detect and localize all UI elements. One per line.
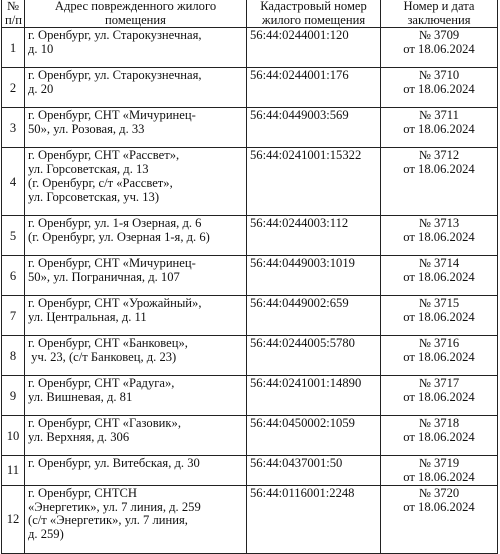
header-cadastral [247, 0, 381, 28]
header-cadastral-line: Кадастровый номер [260, 0, 367, 13]
address-line: 50», ул. Розовая, д. 33 [28, 122, 145, 137]
cadastral-number-cell: 56:44:0449002:659 [247, 296, 381, 336]
address-line: г. Оренбург, СНТ «Мичуринец- [28, 108, 196, 123]
address-cell [25, 256, 247, 296]
conclusion-cell [381, 296, 498, 336]
row-number: 9 [2, 376, 25, 416]
table-row [2, 108, 498, 148]
row-number: 12 [2, 485, 25, 553]
address-cell [25, 296, 247, 336]
cadastral-number-cell: 56:44:0241001:14890 [247, 376, 381, 416]
conclusion-date: от 18.06.2024 [403, 122, 475, 137]
conclusion-cell [381, 485, 498, 553]
conclusion-date: от 18.06.2024 [403, 162, 475, 177]
cadastral-number-cell: 56:44:0449003:569 [247, 108, 381, 148]
conclusion-number: № 3716 [418, 336, 460, 351]
address-cell [25, 336, 247, 376]
header-address [25, 0, 247, 28]
conclusion-date: от 18.06.2024 [403, 430, 475, 445]
header-num-line: п/п [5, 12, 22, 27]
address-cell [25, 376, 247, 416]
row-number: 4 [2, 148, 25, 216]
conclusion-number: № 3717 [418, 376, 460, 391]
conclusion-number: № 3709 [418, 28, 460, 43]
address-cell [25, 416, 247, 456]
address-line: уч. 23, (с/т Банковец, д. 23) [28, 350, 177, 365]
conclusion-cell [381, 336, 498, 376]
address-cell [25, 216, 247, 256]
row-number: 7 [2, 296, 25, 336]
address-line: г. Оренбург, ул. Старокузнечная, [28, 28, 202, 43]
header-address-line: помещения [105, 12, 166, 27]
conclusion-date: от 18.06.2024 [403, 390, 475, 405]
table-row [2, 416, 498, 456]
table-row [2, 256, 498, 296]
cadastral-number-cell: 56:44:0450002:1059 [247, 416, 381, 456]
header-conclusion-line: Номер и дата [403, 0, 475, 13]
conclusion-date: от 18.06.2024 [403, 350, 475, 365]
address-line: г. Оренбург, ул. Витебская, д. 30 [28, 456, 200, 471]
address-line: г. Оренбург, СНТ «Газовик», [28, 416, 181, 431]
table-row [2, 376, 498, 416]
conclusion-date: от 18.06.2024 [403, 270, 475, 285]
row-number: 1 [2, 28, 25, 68]
address-line: «Энергетик», ул. 7 линия, д. 259 [28, 499, 201, 514]
address-cell [25, 148, 247, 216]
cadastral-number-cell: 56:44:0437001:50 [247, 456, 381, 485]
conclusion-cell [381, 216, 498, 256]
address-line: г. Оренбург, СНТ «Радуга», [28, 376, 175, 391]
address-line: г. Оренбург, СНТ «Урожайный», [28, 296, 202, 311]
table-row [2, 296, 498, 336]
conclusion-number: № 3720 [418, 485, 460, 500]
cadastral-number-cell: 56:44:0449003:1019 [247, 256, 381, 296]
address-line: ул. Центральная, д. 11 [28, 310, 147, 325]
address-line: ул. Верхняя, д. 306 [28, 430, 130, 445]
conclusion-number: № 3713 [418, 216, 460, 231]
conclusion-cell [381, 376, 498, 416]
cadastral-number-cell: 56:44:0241001:15322 [247, 148, 381, 216]
table-row [2, 68, 498, 108]
damaged-housing-table [1, 0, 498, 554]
table-row [2, 456, 498, 485]
conclusion-date: от 18.06.2024 [403, 310, 475, 325]
header-num-line: № [6, 0, 20, 13]
conclusion-cell [381, 68, 498, 108]
cadastral-number-cell: 56:44:0244003:112 [247, 216, 381, 256]
address-line: г. Оренбург, ул. Старокузнечная, [28, 68, 202, 83]
table-row [2, 336, 498, 376]
conclusion-date: от 18.06.2024 [403, 42, 475, 57]
address-line: ул. Горсоветская, уч. 13) [28, 189, 160, 204]
conclusion-date: от 18.06.2024 [403, 499, 475, 514]
row-number: 2 [2, 68, 25, 108]
row-number: 10 [2, 416, 25, 456]
address-cell [25, 108, 247, 148]
cadastral-number-cell: 56:44:0244001:176 [247, 68, 381, 108]
address-line: д. 10 [28, 42, 54, 57]
address-line: г. Оренбург, СНТ «Банковец», [28, 336, 188, 351]
row-number: 8 [2, 336, 25, 376]
table-row [2, 148, 498, 216]
conclusion-cell [381, 148, 498, 216]
conclusion-number: № 3710 [418, 68, 460, 83]
address-line: (г. Оренбург, ул. Озерная 1-я, д. 6) [28, 230, 210, 245]
conclusion-date: от 18.06.2024 [403, 470, 475, 485]
row-number: 11 [2, 456, 25, 485]
header-row [2, 0, 498, 28]
conclusion-number: № 3715 [418, 296, 460, 311]
conclusion-number: № 3719 [418, 456, 460, 471]
conclusion-number: № 3711 [419, 108, 459, 123]
conclusion-cell [381, 28, 498, 68]
address-line: ул. Горсоветская, д. 13 [28, 162, 149, 177]
row-number: 6 [2, 256, 25, 296]
conclusion-cell [381, 456, 498, 485]
conclusion-cell [381, 108, 498, 148]
address-line: г. Оренбург, СНТ «Мичуринец- [28, 256, 196, 271]
address-cell [25, 485, 247, 553]
table-row [2, 28, 498, 68]
row-number: 3 [2, 108, 25, 148]
conclusion-cell [381, 256, 498, 296]
header-num [2, 0, 25, 28]
table-row [2, 216, 498, 256]
address-line: (г. Оренбург, с/т «Рассвет», [28, 175, 173, 190]
cadastral-number-cell: 56:44:0116001:2248 [247, 485, 381, 553]
address-line: д. 259) [28, 526, 64, 541]
address-cell [25, 28, 247, 68]
table-row [2, 485, 498, 553]
conclusion-date: от 18.06.2024 [403, 230, 475, 245]
header-conclusion-line: заключения [407, 12, 471, 27]
address-line: г. Оренбург, СНТ «Рассвет», [28, 148, 180, 163]
address-cell [25, 456, 247, 485]
address-line: д. 20 [28, 82, 54, 97]
address-line: г. Оренбург, СНТСН [28, 485, 138, 500]
address-line: г. Оренбург, ул. 1-я Озерная, д. 6 [28, 216, 202, 231]
header-conclusion [381, 0, 498, 28]
cadastral-number-cell: 56:44:0244001:120 [247, 28, 381, 68]
conclusion-number: № 3712 [418, 148, 460, 163]
conclusion-number: № 3714 [418, 256, 460, 271]
header-cadastral-line: жилого помещения [261, 12, 366, 27]
header-address-line: Адрес поврежденного жилого [54, 0, 217, 13]
conclusion-number: № 3718 [418, 416, 460, 431]
cadastral-number-cell: 56:44:0244005:5780 [247, 336, 381, 376]
address-line: 50», ул. Пограничная, д. 107 [28, 270, 180, 285]
conclusion-date: от 18.06.2024 [403, 82, 475, 97]
address-cell [25, 68, 247, 108]
row-number: 5 [2, 216, 25, 256]
conclusion-cell [381, 416, 498, 456]
address-line: (с/т «Энергетик», ул. 7 линия, [28, 513, 188, 528]
address-line: ул. Вишневая, д. 81 [28, 390, 133, 405]
